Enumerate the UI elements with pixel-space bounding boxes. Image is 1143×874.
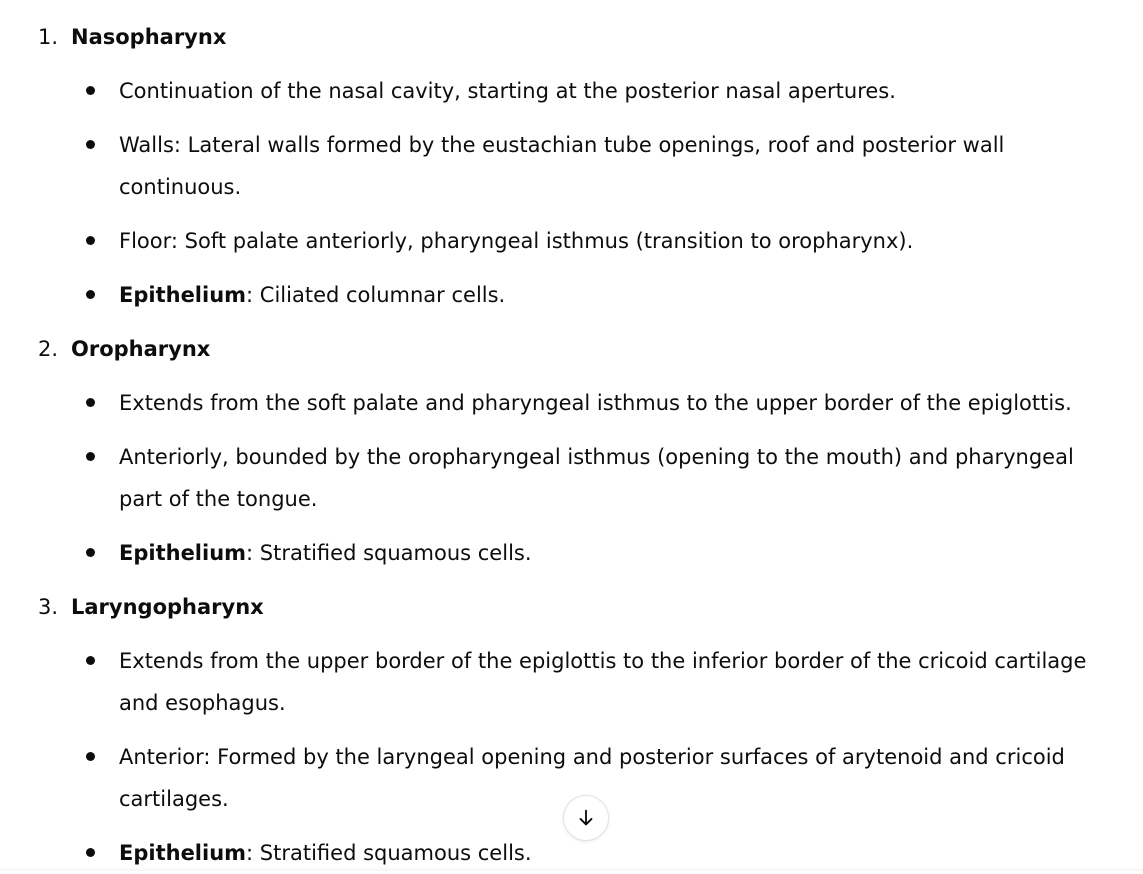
list-item <box>119 436 1109 520</box>
bullet-dot <box>86 752 95 761</box>
bullet-dot <box>86 398 95 407</box>
list-item-text: Continuation of the nasal cavity, starting at the posterior nasal apertures. <box>119 79 896 103</box>
bullet-dot <box>86 656 95 665</box>
bullet-dot <box>86 140 95 149</box>
arrow-down-icon <box>575 807 597 829</box>
list-item <box>119 382 1109 424</box>
list-item-text: Epithelium: Ciliated columnar cells. <box>119 283 506 307</box>
list-item-text: Extends from the soft palate and pharyngeal isthmus to the upper border of the epiglottis. <box>119 391 1072 415</box>
bullet-dot <box>86 86 95 95</box>
bullet-dot <box>86 548 95 557</box>
list-item <box>119 70 1109 112</box>
bullet-dot <box>86 290 95 299</box>
list-item <box>119 640 1109 724</box>
bullet-dot <box>86 236 95 245</box>
section-heading-laryngopharynx <box>38 593 264 621</box>
list-item-text: Anterior: Formed by the laryngeal opening and posterior surfaces of arytenoid and cricoid cartilages. <box>119 745 1065 811</box>
list-item-text: Extends from the upper border of the epiglottis to the inferior border of the cricoid cartilage and esophagus. <box>119 649 1087 715</box>
bullet-dot <box>86 848 95 857</box>
section-number: 3. <box>38 595 59 619</box>
list-item <box>119 532 1109 574</box>
section-title: Oropharynx <box>71 337 211 361</box>
section-heading-nasopharynx <box>38 23 226 51</box>
list-item-text: Epithelium: Stratified squamous cells. <box>119 541 532 565</box>
list-item-text: Floor: Soft palate anteriorly, pharyngeal isthmus (transition to oropharynx). <box>119 229 914 253</box>
bottom-fade <box>0 867 1143 871</box>
list-item-text: Walls: Lateral walls formed by the eustachian tube openings, roof and posterior wall continuous. <box>119 133 1005 199</box>
bullet-dot <box>86 452 95 461</box>
section-title: Nasopharynx <box>71 25 227 49</box>
list-item <box>119 736 1109 820</box>
section-heading-oropharynx <box>38 335 210 363</box>
section-number: 2. <box>38 337 59 361</box>
list-item-text: Epithelium: Stratified squamous cells. <box>119 841 532 865</box>
section-title: Laryngopharynx <box>71 595 264 619</box>
list-item <box>119 274 1109 316</box>
list-item <box>119 124 1109 208</box>
list-item-text: Anteriorly, bounded by the oropharyngeal isthmus (opening to the mouth) and pharyngeal part of the tongue. <box>119 445 1074 511</box>
list-item <box>119 220 1109 262</box>
scroll-to-bottom-button[interactable] <box>563 795 609 841</box>
section-number: 1. <box>38 25 59 49</box>
